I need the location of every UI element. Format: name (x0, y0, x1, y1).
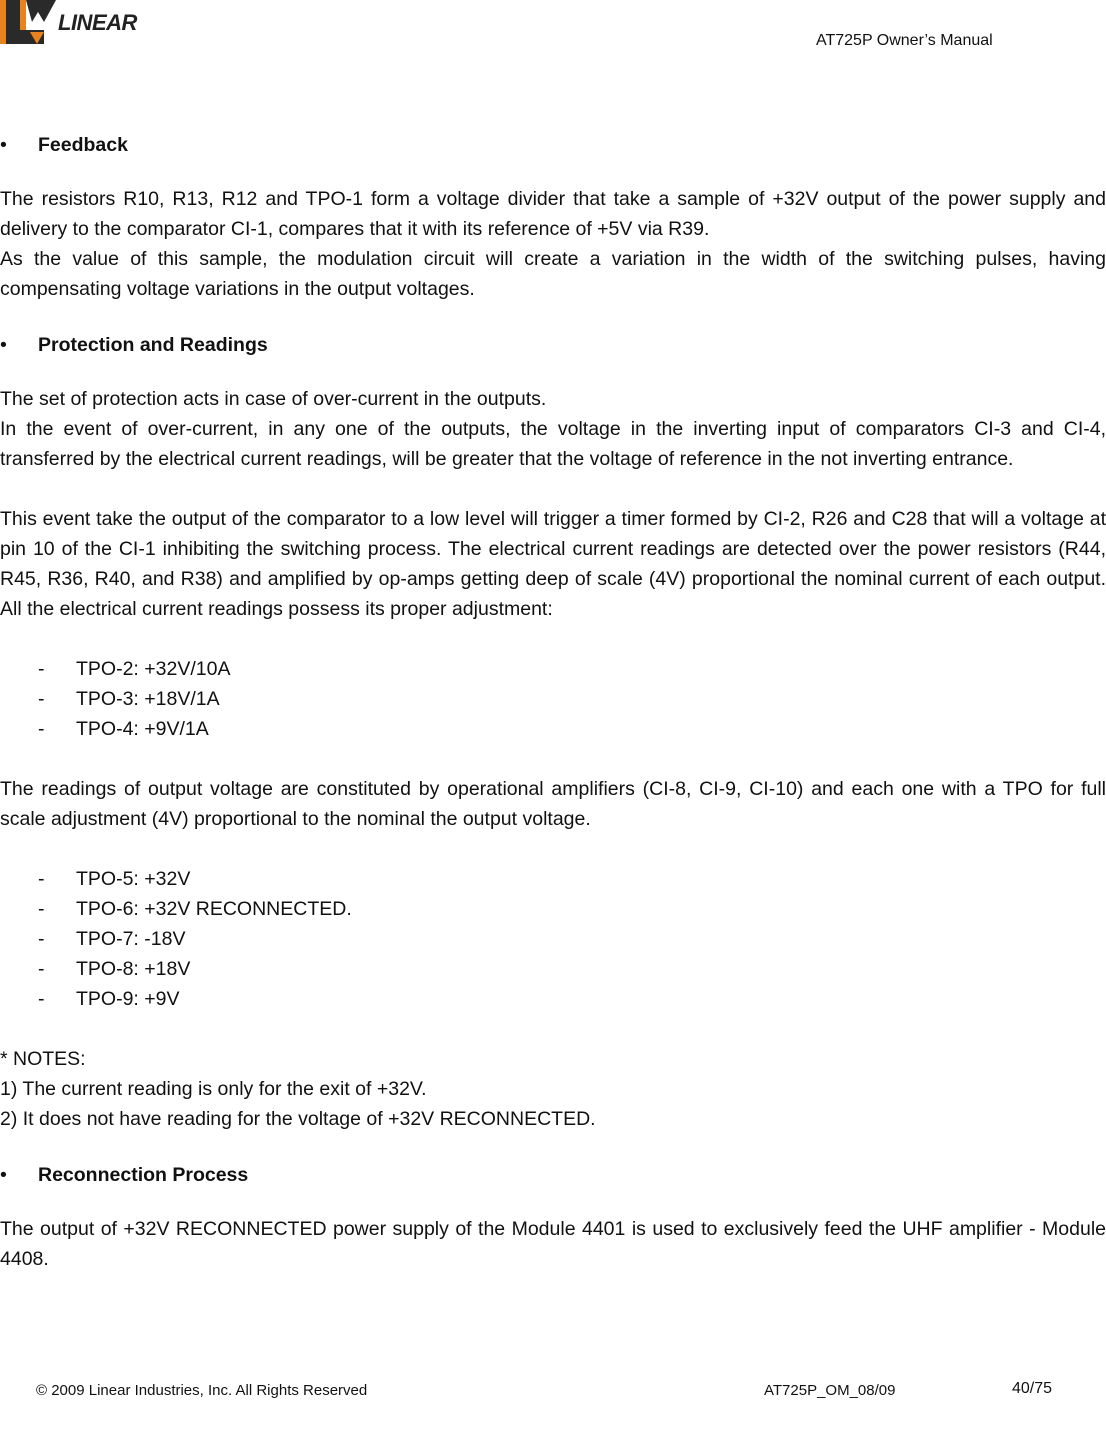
paragraph: The resistors R10, R13, R12 and TPO-1 form a voltage divider that take a sample of +32V output of the power supply and delivery to the comparator CI-1, compares that it with its reference of +5V via R39. (0, 188, 1106, 240)
paragraph: In the event of over-current, in any one of the outputs, the voltage in the inverting input of comparators CI-3 and CI-4, transferred by the electrical current readings, will be greater that the voltage of reference in the not inverting entrance. (0, 418, 1106, 470)
heading-text: Protection and Readings (38, 334, 268, 356)
paragraph: The readings of output voltage are constituted by operational amplifiers (CI-8, CI-9, CI-10) and each one with a TPO for full scale adjustment (4V) proportional to the nominal the output voltage. (0, 778, 1106, 830)
list-item: - TPO-9: +9V (38, 988, 180, 1010)
paragraph: The output of +32V RECONNECTED power supply of the Module 4401 is used to exclusively feed the UHF amplifier - Module 4408. (0, 1218, 1106, 1270)
paragraph: This event take the output of the comparator to a low level will trigger a timer formed by CI-2, R26 and C28 that will a voltage at pin 10 of the CI-1 inhibiting the switching process. The electrical current readings are detected over the power resistors (R44, R45, R36, R40, and R38) and amplified by op-amps getting deep of scale (4V) proportional the nominal current of each output. All the electrical current readings possess its proper adjustment: (0, 508, 1106, 620)
section-heading-reconnection (0, 1164, 1106, 1194)
linear-logo (0, 0, 137, 50)
paragraph: The set of protection acts in case of over-current in the outputs. (0, 388, 547, 410)
list-item: - TPO-4: +9V/1A (38, 718, 209, 740)
voltage-adjustment-list (0, 864, 1106, 1014)
list-item: - TPO-8: +18V (38, 958, 191, 980)
linear-logo-icon (0, 0, 58, 50)
note: 2) It does not have reading for the voltage of +32V RECONNECTED. (0, 1108, 596, 1130)
bullet-icon: • (0, 134, 7, 156)
bullet-icon: • (0, 334, 7, 356)
list-item: - TPO-3: +18V/1A (38, 688, 220, 710)
manual-title: AT725P Owner’s Manual (816, 32, 993, 49)
notes-title: * NOTES: (0, 1048, 86, 1070)
heading-text: Feedback (38, 134, 128, 156)
current-adjustment-list (0, 654, 1106, 744)
heading-text: Reconnection Process (38, 1164, 249, 1186)
list-item: - TPO-6: +32V RECONNECTED. (38, 898, 352, 920)
list-item: - TPO-7: -18V (38, 928, 186, 950)
bullet-icon: • (0, 1164, 7, 1186)
footer-doc-code: AT725P_OM_08/09 (764, 1382, 896, 1399)
list-item: - TPO-2: +32V/10A (38, 658, 231, 680)
list-item: - TPO-5: +32V (38, 868, 191, 890)
paragraph: As the value of this sample, the modulation circuit will create a variation in the width of the switching pulses, having compensating voltage variations in the output voltages. (0, 248, 1106, 300)
note: 1) The current reading is only for the exit of +32V. (0, 1078, 427, 1100)
section-heading-feedback (0, 134, 1106, 164)
page-number: 40/75 (1012, 1380, 1053, 1397)
page-content (0, 134, 1106, 1274)
section-heading-protection (0, 334, 1106, 364)
logo-text: LINEAR (58, 10, 137, 35)
footer-copyright: © 2009 Linear Industries, Inc. All Rights Reserved (36, 1382, 368, 1399)
